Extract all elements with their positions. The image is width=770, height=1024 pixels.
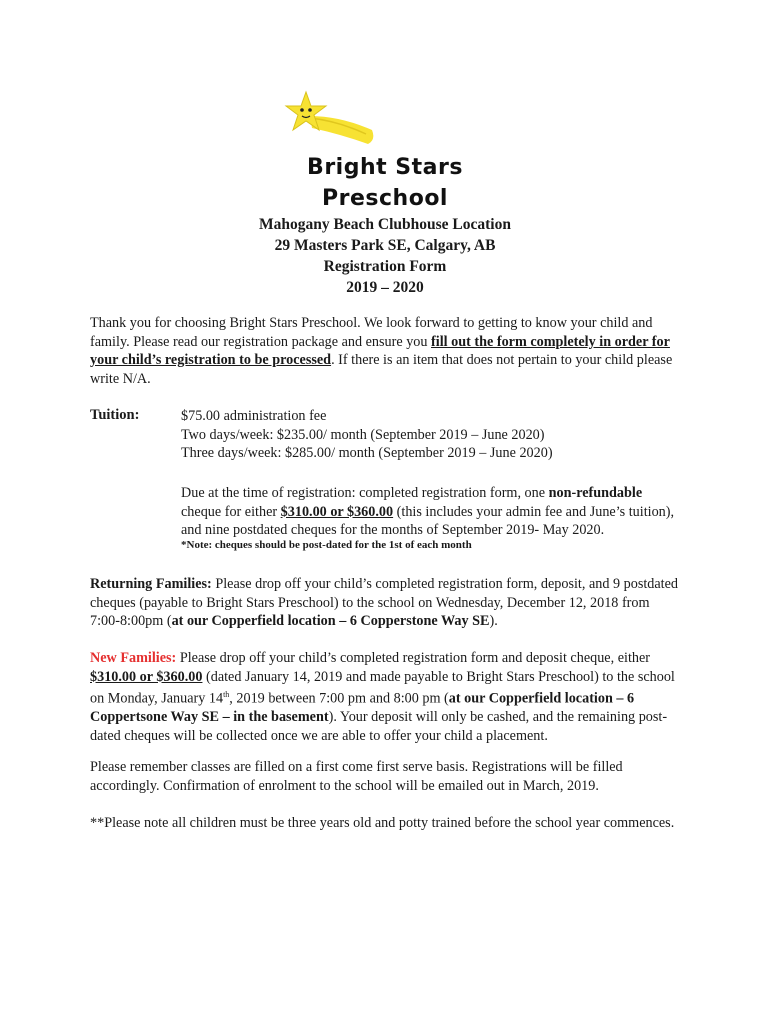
new-families-text-4: ). Your deposit will only be cashed, and the remaining post-dated cheques will be collected once we are able to offer your child a placement. [90, 709, 668, 744]
due-text-3: (this includes your admin fee and June’s tuition), and nine postdated cheques for the months of September 2019- May 2020. [181, 503, 675, 538]
returning-location: at our Copperfield location – 6 Copperstone Way SE [171, 613, 490, 629]
three-day-fee: Three days/week: $285.00/ month (September 2019 – June 2020) [181, 445, 553, 461]
tuition-label: Tuition: [90, 407, 140, 423]
two-day-fee: Two days/week: $235.00/ month (September 2019 – June 2020) [181, 426, 545, 443]
intro-text: Thank you for choosing Bright Stars Preschool. We look forward to getting to know your child and family. Please read our registration package and ensure you [90, 315, 653, 350]
returning-text: Please drop off your child’s completed registration form, deposit, and 9 postdated cheques (payable to Bright Stars Preschool) to the school on Wednesday, December 12, 2018 from 7:00-8:00pm ( [90, 576, 679, 629]
due-amount: $310.00 or $360.00 [280, 503, 394, 520]
returning-label: Returning Families: [90, 576, 212, 592]
tuition-fees [181, 407, 681, 463]
intro-emphasis: fill out the form completely in order for your child’s registration to be processed [90, 333, 670, 368]
date-suffix: th [223, 690, 230, 699]
intro-text-end: . If there is an item that does not pertain to your child please write N/A. [90, 352, 673, 387]
classes-note: Please remember classes are filled on a first come first serve basis. Registrations will be filled accordingly. Confirmation of enrolment to the school will be emailed out in March, 2019. [90, 759, 623, 794]
brand-title: Bright Stars [307, 155, 463, 180]
new-families-amount: $310.00 or $360.00 [90, 668, 203, 685]
age-requirement-note: **Please note all children must be three years old and potty trained before the school year commences. [90, 815, 675, 831]
new-families-text: Please drop off your child’s completed registration form and deposit cheque, either [176, 650, 650, 666]
due-text: Due at the time of registration: completed registration form, one [181, 485, 549, 501]
form-heading [0, 214, 770, 298]
non-refundable: non-refundable [548, 485, 643, 501]
new-families-paragraph [90, 649, 680, 745]
school-year: 2019 – 2020 [346, 279, 424, 296]
due-paragraph [181, 484, 681, 540]
location-name: Mahogany Beach Clubhouse Location [259, 216, 511, 233]
returning-text-end: ). [489, 613, 498, 629]
due-text-2: cheque for either [181, 503, 281, 520]
new-families-location: at our Copperfield location – 6 Coppertsone Way SE – in the basement [90, 690, 635, 726]
returning-families-paragraph [90, 575, 680, 631]
new-families-text-2: (dated January 14, 2019 and made payable to Bright Stars Preschool) to the school on Monday, January 14 [90, 668, 675, 707]
brand-subtitle: Preschool [322, 186, 448, 211]
form-title: Registration Form [323, 258, 447, 275]
new-families-label: New Families: [90, 650, 177, 666]
new-families-text-3: , 2019 between 7:00 pm and 8:00 pm ( [229, 690, 449, 707]
star-logo-icon [280, 88, 380, 148]
address: 29 Masters Park SE, Calgary, AB [274, 237, 496, 254]
cheque-note: *Note: cheques should be post-dated for the 1st of each month [181, 539, 472, 551]
intro-paragraph [90, 314, 680, 388]
admin-fee: $75.00 administration fee [181, 408, 327, 424]
